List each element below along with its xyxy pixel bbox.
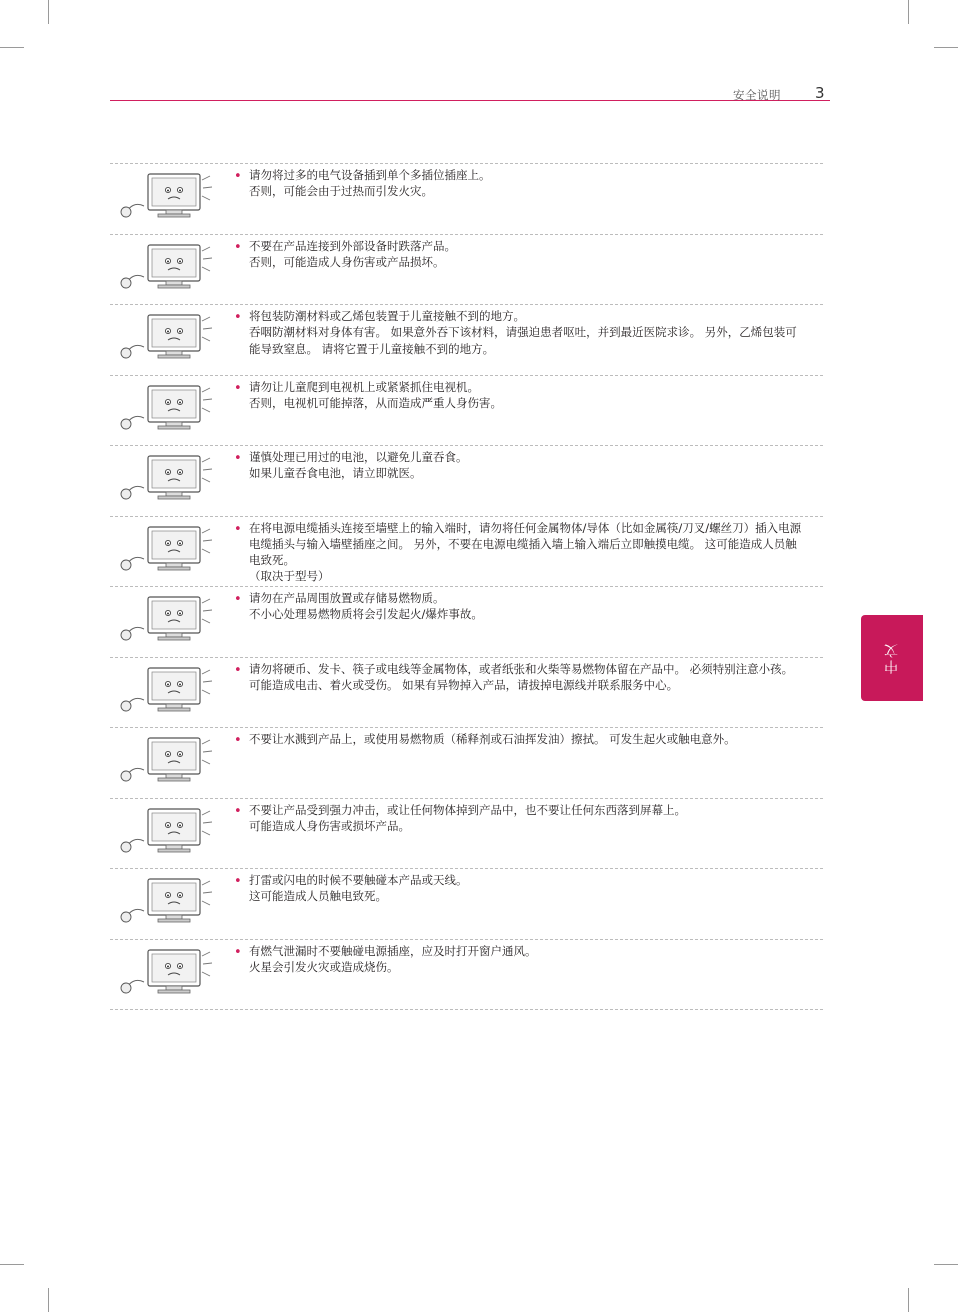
- page-number: 3: [815, 84, 825, 102]
- language-tab[interactable]: [861, 615, 923, 701]
- safety-item-detail: 可能造成人身伤害或损坏产品。: [249, 818, 410, 833]
- packaging-bag-icon: [110, 307, 218, 373]
- gas-leak-icon: [110, 942, 218, 1008]
- safety-item-detail: 如果儿童吞食电池，请立即就医。: [249, 466, 422, 481]
- safety-item-heading: 打雷或闪电的时候不要触碰本产品或天线。: [249, 873, 468, 887]
- safety-item-heading: 请勿将过多的电气设备插到单个多插位插座上。: [249, 168, 491, 182]
- safety-item: [110, 446, 823, 517]
- safety-item-heading: 不要在产品连接到外部设备时跌落产品。: [249, 238, 456, 253]
- language-tab-label: 中文: [884, 642, 900, 674]
- safety-item: [110, 869, 823, 940]
- safety-item: [110, 658, 823, 729]
- metal-objects-icon: [110, 660, 218, 726]
- crop-mark: [934, 1264, 958, 1265]
- crop-mark: [934, 47, 958, 48]
- safety-item: [110, 587, 823, 658]
- safety-item-heading: 谨慎处理已用过的电池，以避免儿童吞食。: [249, 450, 468, 464]
- safety-item-text: [249, 520, 804, 585]
- lightning-icon: [110, 871, 218, 937]
- safety-item-detail: 吞咽防潮材料对身体有害。 如果意外吞下该材料，请强迫患者呕吐，并到最近医院求诊。 另外，乙烯包装可能导致窒息。 请将它置于儿童接触不到的地方。: [249, 325, 797, 356]
- crop-mark: [908, 0, 909, 24]
- safety-item: [110, 235, 823, 306]
- bullet-icon: •: [234, 874, 242, 889]
- bullet-icon: •: [234, 733, 242, 748]
- safety-item-text: [249, 308, 804, 357]
- bullet-icon: •: [234, 380, 242, 396]
- safety-item-text: [249, 943, 804, 976]
- bullet-icon: •: [234, 662, 242, 678]
- safety-item-heading: 请勿让儿童爬到电视机上或紧紧抓住电视机。: [249, 379, 479, 394]
- battery-child-icon: [110, 448, 218, 514]
- bullet-icon: •: [234, 239, 242, 255]
- safety-item-detail: 否则，电视机可能掉落，从而造成严重人身伤害。: [249, 395, 502, 410]
- bullet-icon: •: [234, 451, 242, 466]
- safety-item-text: [249, 590, 804, 623]
- safety-item: [110, 728, 823, 799]
- safety-item-detail: 可能造成电击、着火或受伤。 如果有异物掉入产品，请拔掉电源线并联系服务中心。: [249, 677, 679, 692]
- ball-impact-icon: [110, 801, 218, 867]
- safety-item-heading: 将包装防潮材料或乙烯包装置于儿童接触不到的地方。: [249, 309, 525, 323]
- crop-mark: [0, 1264, 24, 1265]
- safety-item-detail: 不小心处理易燃物质将会引发起火/爆炸事故。: [249, 607, 483, 622]
- safety-item-detail: 这可能造成人员触电致死。: [249, 889, 387, 904]
- crop-mark: [48, 0, 49, 24]
- safety-item-detail: 否则，可能会由于过热而引发火灾。: [249, 184, 433, 199]
- crop-mark: [908, 1288, 909, 1312]
- safety-item: [110, 799, 823, 870]
- safety-item-text: [249, 167, 804, 200]
- flammable-material-icon: [110, 589, 218, 655]
- child-climbing-tv-icon: [110, 378, 218, 444]
- bullet-icon: •: [234, 592, 242, 607]
- safety-item-heading: 有燃气泄漏时不要触碰电源插座，应及时打开窗户通风。: [249, 943, 537, 958]
- safety-item-text: [249, 449, 804, 482]
- safety-item-heading: 不要让产品受到强力冲击，或让任何物体掉到产品中，也不要让任何东西落到屏幕上。: [249, 802, 686, 817]
- safety-item: [110, 164, 823, 235]
- safety-item-text: [249, 872, 804, 905]
- bullet-icon: •: [234, 803, 242, 819]
- safety-item-heading: 不要让水溅到产品上，或使用易燃物质（稀释剂或石油挥发油）擦拭。 可发生起火或触电意外。: [249, 732, 736, 746]
- header-rule: [110, 100, 830, 101]
- crop-mark: [48, 1288, 49, 1312]
- safety-item-heading: 请勿在产品周围放置或存储易燃物质。: [249, 591, 445, 605]
- safety-item-text: [249, 661, 804, 694]
- bullet-icon: •: [234, 310, 242, 325]
- safety-item: [110, 376, 823, 447]
- safety-instruction-list: [110, 163, 823, 1010]
- safety-item-detail: 否则，可能造成人身伤害或产品损坏。: [249, 254, 445, 269]
- bullet-icon: •: [234, 521, 242, 537]
- safety-item: [110, 940, 823, 1011]
- safety-item-heading: 请勿将硬币、发卡、筷子或电线等金属物体，或者纸张和火柴等易燃物体留在产品中。 必须特别注意小孩。: [249, 661, 794, 676]
- safety-item: [110, 305, 823, 376]
- safety-item: [110, 517, 823, 588]
- safety-item-detail: 火星会引发火灾或造成烧伤。: [249, 959, 399, 974]
- safety-item-text: [249, 379, 804, 412]
- bullet-icon: •: [234, 169, 242, 184]
- water-splash-icon: [110, 730, 218, 796]
- safety-item-text: [249, 238, 804, 271]
- bullet-icon: •: [234, 944, 242, 960]
- fall-tv-icon: [110, 237, 218, 303]
- safety-item-text: [249, 802, 804, 835]
- safety-item-heading: 在将电源电缆插头连接至墙壁上的输入端时，请勿将任何金属物体/导体（比如金属筷/刀叉/螺丝刀）插入电源电缆插头与输入墙壁插座之间。 另外，不要在电源电缆插入墙上输入端后立即触摸电缆。 这可能造成人员触电致死。: [249, 520, 802, 568]
- safety-item-text: [249, 731, 804, 747]
- section-title: 安全说明: [733, 88, 781, 102]
- safety-item-detail: （取决于型号）: [249, 569, 330, 584]
- power-plug-metal-icon: [110, 519, 218, 585]
- crop-mark: [0, 47, 24, 48]
- overloaded-outlet-icon: [110, 166, 218, 232]
